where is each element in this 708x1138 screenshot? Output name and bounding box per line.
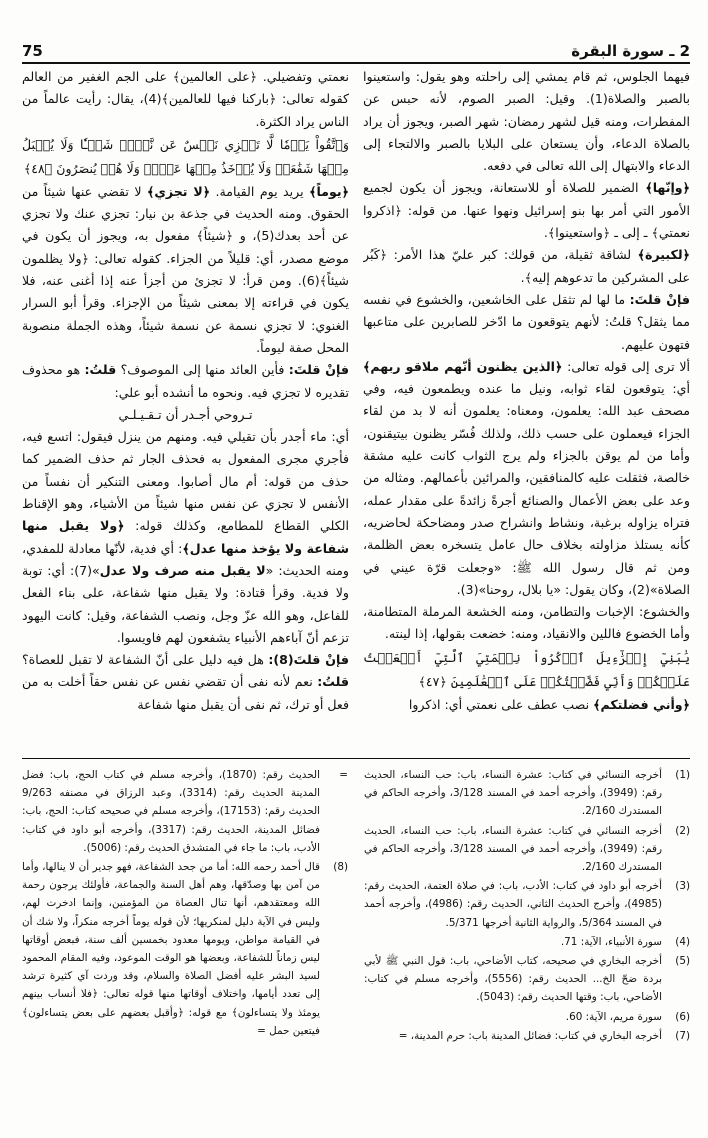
footnote-text: الحديث رقم: (1870)، وأخرجه مسلم في كتاب الحج، باب: فضل المدينة الحديث رقم: (3314)، وعبد الرزاق في مصنفه 9/263 الحديث رقم: (17153)، وأخرجه مسلم في صحيحه كتاب: الحج، باب: فضائل المدينة، الحديث رقم: (3317)، وأخرجه أبو داود في كتاب: الأدب، باب: ما جاء في المتشدق الحديث رقم: (5006).	[22, 769, 320, 854]
quran-quote: ﴿لكبيرة﴾	[637, 247, 690, 263]
paragraph-text: هو محذوف تقديره لا تجزي فيه. ونحوه ما أنشده أبو علي:	[22, 362, 349, 400]
poetry-line: تـروحي أجـدر أن تـقـيـلـي	[118, 406, 253, 422]
footnote	[364, 952, 690, 1007]
quran-quote: ﴿ولا يقبل منها شفاعة ولا يؤخذ منها عدل﴾	[22, 518, 349, 556]
paragraph	[22, 426, 349, 649]
paragraph-text: أي: يتوقعون لقاء ثوابه، ونيل ما عنده ويطمعون فيه، وفي مصحف عبد الله: يعلمون، ومعناه: يعلمون أنه لا بد من لقاء الجزاء فيعملون على حسب ذلك، ولذلك فُسّر يظنون بيتيقنون، وأما من لم يوقن بالجزاء ولم يرج الثواب كانت عليه مشقة خالصة، فثقلت عليه كالمنافقين، والمرائين بأعمالهم. ومثاله من وعد على بعض الأعمال والصنائع أجرةً زائدةً على مقدار عمله، فتراه يزاوله برغبة، ونشاط وانشراح صدر ومضاحكة لحاضريه، كأنه يستلذ مزاولته بخلاف حال عامل يتسخره بعض الظلمة، ومن ثم قال رسول الله ﷺ: «وجعلت قرّة عيني في الصلاة»(2)، وكان يقول: «يا بلال، روحنا»(3).	[363, 381, 690, 597]
footnote-number: (5)	[675, 955, 690, 968]
footnote-number: (6)	[675, 1010, 690, 1023]
quran-quote: ﴿يوماً﴾	[309, 183, 349, 199]
left-column	[22, 66, 349, 756]
footnote	[22, 766, 348, 857]
footnote-number: (3)	[675, 880, 690, 893]
footnote	[364, 1027, 690, 1045]
paragraph	[363, 694, 690, 716]
paragraph-text: لا تقضي عنها شيئاً من الحقوق. ومنه الحديث في جذعة بن نيار: تجزي عنك ولا تجزي عن أحد بعدك(5)، و ﴿شيئاً﴾ مفعول به، ويجوز أن يكون في موضع مصدر، أي: قليلاً من الجزاء. كقوله تعالى: ﴿ولا يظلمون شيئاً﴾(6). ومن قرأ: لا تجزئ من أجزأ عنه إذا أغنى عنه، فلا يكون في قراءته إلا بمعنى شيئاً من الإجزاء. وقرأ أبو السرار الغنوي: لا تجزي نسمة عن نسمة شيئاً، وهذه الجملة منصوبة المحل صفة ليوماً.	[22, 183, 349, 355]
paragraph	[363, 244, 690, 289]
quran-quote: ﴿الذين يظنون أنّهم ملاقو ربهم﴾	[363, 358, 563, 374]
paragraph-text: ألا ترى إلى قوله تعالى:	[562, 358, 690, 374]
question-marker: فإنْ قلتَ(8):	[268, 652, 349, 668]
paragraph	[363, 356, 690, 601]
quran-quote: ﴿وإنّها﴾	[645, 180, 690, 196]
quran-quote: ﴿وأني فضلتكم﴾	[593, 696, 690, 712]
paragraph: والخشوع: الإخبات والتطامن، ومنه الخشعة المرملة المتطامنة، وأما الخضوع فاللين والانقياد، ومنه: خضعت بقولها، إذا لينته.	[363, 604, 690, 642]
quran-quote: ﴿لا تجزي﴾	[146, 183, 211, 199]
footnote-text: أخرجه النسائي في كتاب: عشرة النساء، باب: حب النساء، الحديث رقم: (3949)، وأخرجه أحمد في المسند 3/128، وأخرجه الحاكم في المستدرك 2/160.	[364, 769, 662, 818]
footnote-number: =	[339, 769, 348, 781]
paragraph-text: يريد يوم القيامة.	[210, 183, 310, 199]
footnote-text: سورة مريم، الآية: 60.	[565, 1010, 662, 1023]
footnote-separator	[22, 758, 690, 759]
paragraph-text: ما لها لم تثقل على الخاشعين، والخشوع في نفسه مما يثقل؟ قلتُ: لأنهم يتوقعون ما ادّخر للصابرين على متاعبها فتهون عليهم.	[363, 291, 690, 352]
quran-verse: يَٰبَنِيٓ إِسۡرَٰٓءِيلَ ٱذۡكُرُواْ نِعۡمَتِيَ ٱلَّتِيٓ أَنۡعَمۡتُ عَلَيۡكُمۡ وَأَنِّي فَضَّلۡتُكُمۡ عَلَى ٱلۡعَٰلَمِينَ ﴿٤٧﴾	[363, 649, 690, 689]
paragraph-text: نصب عطف على نعمتي أي: اذكروا	[408, 696, 594, 712]
right-column	[363, 66, 690, 756]
paragraph-text: نعم لأنه نفى أن تقضي نفس عن نفس حقاً أخلت به من فعل أو ترك، ثم نفى أن يقبل منها شفاعة	[22, 674, 349, 712]
footnote	[364, 1008, 690, 1026]
footnote-text: قال أحمد رحمه الله: أما من جحد الشفاعة، فهو جدير أن لا ينالها، وأما من آمن بها وصدّقها، وهم أهل السنة والجماعة، فأولئك يرجون رحمة الله ومعتقدهم، أنها تنال العصاة من المؤمنين، وإنما ادخرت لهم، وليس في الآية دليل لمنكريها؛ لأن قوله يوماً أخرجه منكراً، ولا شك أن في القيامة مواطن، ويومها معدود بخمسين ألف سنة، فبعض أوقاتها ليس زماناً للشفاعة، وبعضها هو الوقت الموعود، وفيه المقام المحمود لسيد البشر عليه أفضل الصلاة والسلام، وقد وردت آي كثيرة ترشد إلى تعدد أيامها، واختلاف أوقاتها منها قوله تعالى: ﴿فلا أنساب بينهم يومئذ ولا يتساءلون﴾ مع قوله: ﴿وأقبل بعضهم على بعض يتساءلون﴾ فيتعين حمل =	[22, 861, 320, 1037]
page-number: 75	[22, 42, 43, 60]
paragraph-text: : أي فدية، لأنّها معادلة للمفدي، ومنه الحديث: «	[22, 540, 349, 578]
hadith-quote: لا يقبل منه صرف ولا عدل	[99, 562, 266, 578]
paragraph	[22, 359, 349, 404]
paragraph-text: »(7): أي: توبة ولا فدية. وقرأ قتادة: ولا يقبل منها شفاعة، على بناء الفعل للفاعل، وهو الله عزّ وجل، ونصب الشفاعة، وقيل: كانت اليهود تزعم أنّ آباءهم الأنبياء يشفعون لهم فاويسوا.	[22, 562, 349, 645]
footnote-number: (8)	[333, 861, 348, 874]
main-text	[22, 66, 690, 756]
question-marker: فإنْ قلتَ:	[288, 362, 349, 378]
question-marker: فإنْ قلتَ:	[629, 291, 690, 307]
footnote	[364, 933, 690, 951]
paragraph	[22, 649, 349, 716]
paragraph-text: الضمير للصلاة أو للاستعانة، ويجوز أن يكون لجميع الأمور التي أمر بها بنو إسرائيل ونهوا عنها. من قوله: ﴿اذكروا نعمتي﴾ ـ إلى ـ ﴿واستعينوا﴾.	[363, 180, 690, 241]
footnote	[22, 858, 348, 1040]
footnotes-right-column	[364, 766, 690, 1096]
footnote	[364, 822, 690, 877]
footnote-text: أخرجه النسائي في كتاب: عشرة النساء، باب: حب النساء، الحديث رقم: (3949)، وأخرجه أحمد في المسند 3/128، وأخرجه الحاكم في المستدرك 2/160.	[364, 824, 662, 874]
footnote-text: أخرجه البخاري في كتاب: فضائل المدينة باب: حرم المدينة، =	[398, 1029, 662, 1042]
footnotes	[22, 766, 690, 1096]
footnotes-left-column	[22, 766, 348, 1096]
paragraph-text: هل فيه دليل على أنّ الشفاعة لا تقبل للعصاة؟	[22, 652, 269, 668]
footnote-number: (4)	[675, 935, 690, 948]
paragraph: فيهما الجلوس، ثم قام يمشي إلى راحلته وهو يقول: واستعينوا بالصبر والصلاة(1). وقيل: الصبر الصوم، لأنه حبس عن المفطرات، ومنه قيل لشهر رمضان: شهر الصبر، ويجوز أن يراد بالصلاة الدعاء، وأن يستعان على البلايا بالصبر والالتجاء إلى الدعاء والابتهال إلى الله تعالى في دفعه.	[363, 69, 690, 174]
footnote-number: (1)	[675, 769, 690, 781]
surah-title: 2 ـ سورة البقرة	[571, 42, 690, 60]
footnote	[364, 877, 690, 932]
footnote-text: سورة الأنبياء، الآية: 71.	[560, 935, 662, 948]
quran-verse: وَٱتَّقُواْ يَوۡمٗا لَّا تَجۡزِي نَفۡسٌ عَن نَّفۡسٖ شَيۡـٔٗا وَلَا يُقۡبَلُ مِنۡهَا شَفَٰعَةٞ وَلَا يُؤۡخَذُ مِنۡهَا عَدۡلٞ وَلَا هُمۡ يُنصَرُونَ ﴿٤٨﴾	[22, 136, 349, 176]
paragraph	[363, 289, 690, 356]
paragraph-text: لشاقة ثقيلة، من قولك: كبر عليّ هذا الأمر: ﴿كَبُر على المشركين ما تدعوهم إليه﴾.	[363, 247, 690, 285]
footnote-text: أخرجه البخاري في صحيحه، كتاب الأضاحي، باب: قول النبي ﷺ لأبي بردة ضحّ الخ... الحديث رقم: (5556)، وأخرجه مسلم في كتاب: الأضاحي، باب: وقتها الحديث رقم: (5043).	[364, 955, 662, 1004]
footnote-number: (2)	[675, 824, 690, 837]
paragraph: نعمتي وتفضيلي. ﴿على العالمين﴾ على الجم الغفير من العالم كقوله تعالى: ﴿باركنا فيها للعالمين﴾(4)، يقال: رأيت عالماً من الناس يراد الكثرة.	[22, 69, 349, 129]
paragraph-text: فأين العائد منها إلى الموصوف؟	[116, 362, 289, 378]
footnote-text: أخرجه أبو داود في كتاب: الأدب، باب: في صلاة العتمة، الحديث رقم: (4985)، وأخرج الحديث الثاني، الحديث رقم: (4986)، وأخرجه أحمد في المسند 5/364، والرواية الثانية أخرجها 5/371.	[364, 880, 663, 929]
paragraph	[22, 181, 349, 359]
footnote-number: (7)	[675, 1029, 690, 1042]
answer-marker: قلتُ:	[317, 674, 349, 690]
footnote	[364, 766, 690, 821]
paragraph-text: أي: ماء أجدر بأن تقيلي فيه. ومنهم من ينزل فيقول: اتسع فيه، فأجري مجرى المفعول به فحذف الجار ثم حذف الضمير كما حذف من قوله: أم مال أصابوا. ومعنى التنكير أن نفساً من الأنفس لا تجزي عن نفس منها شيئاً من الأشياء، وهو الإقناط الكلي القطاع للمطامع، وكذلك قوله:	[22, 429, 349, 534]
page-header	[22, 36, 690, 64]
paragraph	[363, 177, 690, 244]
answer-marker: قلتُ:	[84, 362, 117, 378]
